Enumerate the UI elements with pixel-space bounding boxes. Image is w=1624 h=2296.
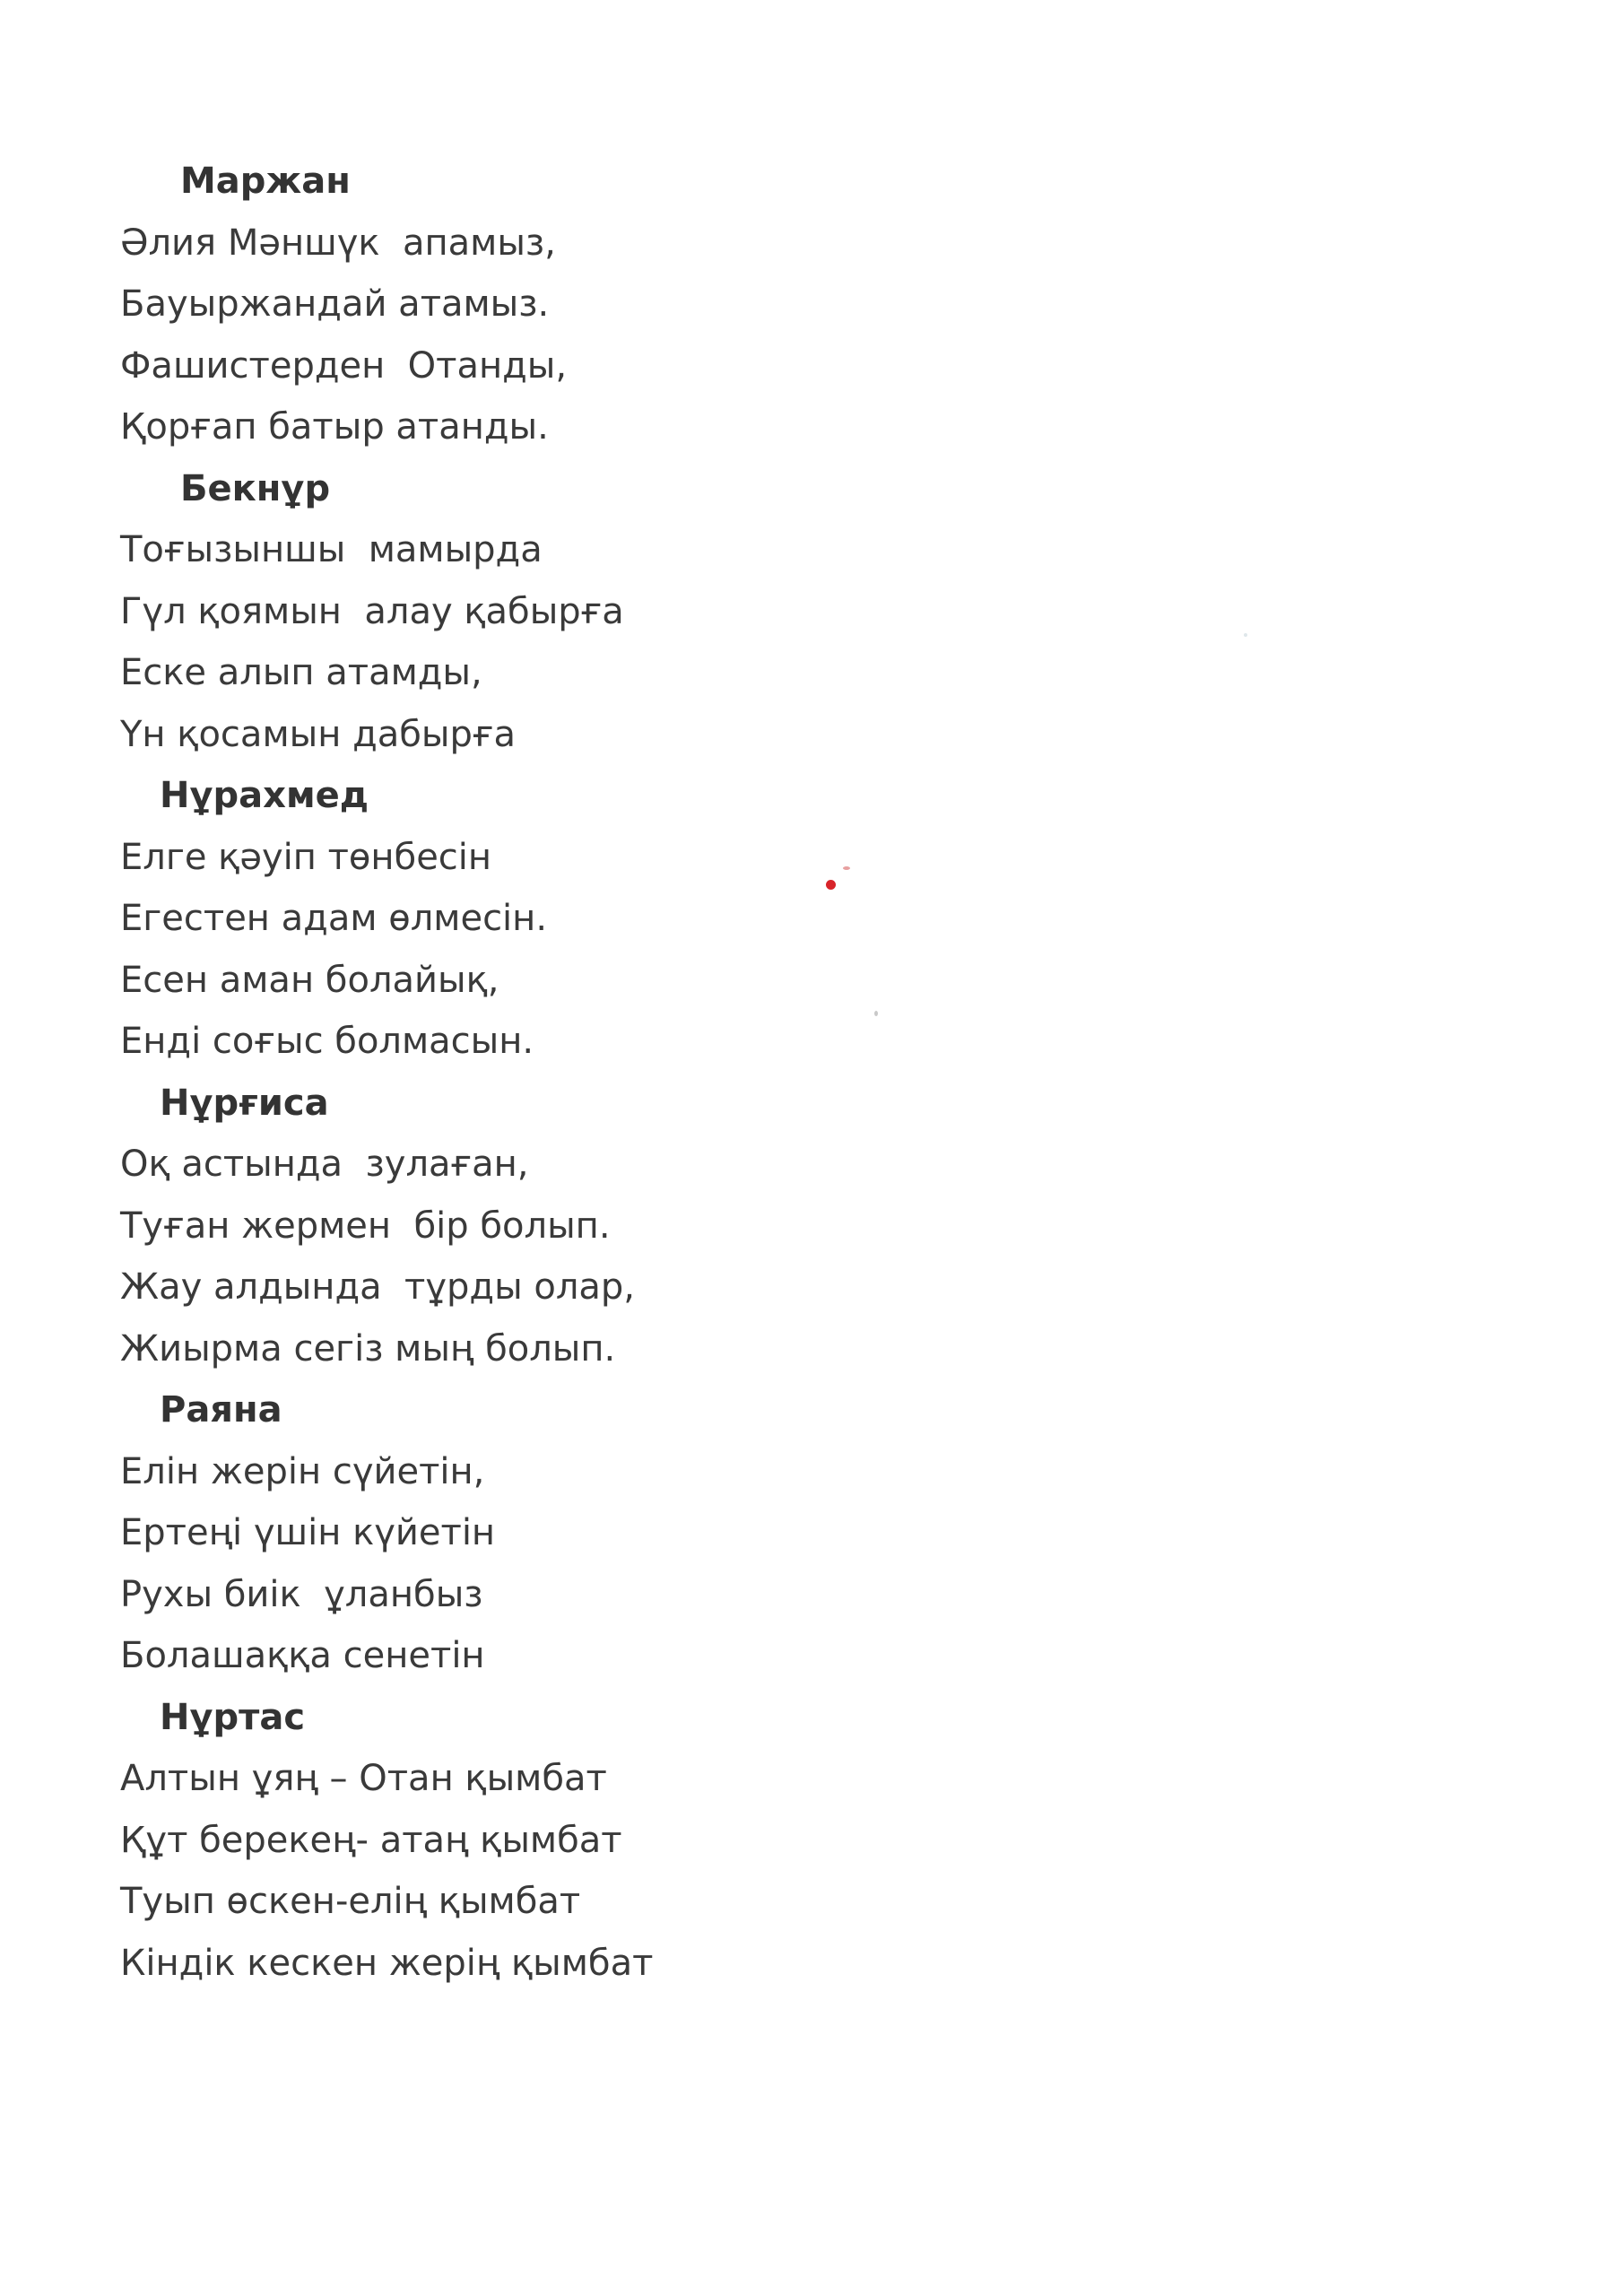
poem-line: Еске алып атамды, [120, 652, 482, 693]
speaker-name: Раяна [160, 1389, 282, 1431]
stanza [120, 1687, 1017, 1995]
poem-line: Енді соғыс болмасын. [120, 1021, 534, 1062]
speaker-name: Маржан [180, 161, 351, 202]
poem-line: Болашаққа сенетін [120, 1635, 485, 1676]
poem-line: Құт берекең- атаң қымбат [120, 1819, 622, 1861]
poem-line: Әлия Мәншүк апамыз, [120, 222, 556, 264]
poem-line: Егестен адам өлмесін. [120, 898, 548, 939]
poem-line: Гүл қоямын алау қабырға [120, 590, 624, 632]
stanza [120, 765, 1017, 1073]
stanza [120, 1073, 1017, 1380]
speaker-name: Бекнұр [180, 467, 331, 509]
stanza [120, 1379, 1017, 1687]
poem-line: Үн қосамын дабырға [120, 713, 516, 755]
poem-line: Туған жермен бір болып. [120, 1205, 611, 1247]
poem-line: Алтын ұяң – Отан қымбат [120, 1758, 607, 1799]
stanza [120, 151, 1017, 458]
poem-line: Жиырма сегіз мың болып. [120, 1327, 616, 1370]
speaker-name: Нұртас [160, 1696, 306, 1738]
poem [120, 151, 1017, 1994]
poem-line: Тоғызыншы мамырда [120, 529, 543, 570]
poem-line: Фашистерден Отанды, [120, 344, 568, 387]
speaker-name: Нұрғиса [160, 1082, 329, 1124]
poem-line: Бауыржандай атамыз. [120, 283, 550, 325]
poem-line: Туып өскен-елің қымбат [120, 1881, 581, 1922]
poem-line: Жау алдында тұрды олар, [120, 1266, 636, 1308]
poem-line: Есен аман болайық, [120, 959, 499, 1001]
poem-line: Елін жерін сүйетін, [120, 1450, 485, 1492]
poem-line: Кіндік кескен жерің қымбат [120, 1942, 654, 1984]
poem-line: Рухы биік ұланбыз [120, 1573, 483, 1615]
scan-speck [874, 1011, 878, 1016]
poem-line: Ертеңі үшін күйетін [120, 1512, 496, 1553]
poem-line: Қорғап батыр атанды. [120, 406, 549, 448]
poem-line: Оқ астында зулаған, [120, 1144, 529, 1185]
speaker-name: Нұрахмед [160, 775, 369, 816]
poem-line: Елге қәуіп төнбесін [120, 836, 492, 878]
ink-speck [843, 866, 850, 870]
stanza [120, 458, 1017, 766]
ink-speck [826, 880, 836, 890]
scan-speck [1244, 633, 1247, 637]
